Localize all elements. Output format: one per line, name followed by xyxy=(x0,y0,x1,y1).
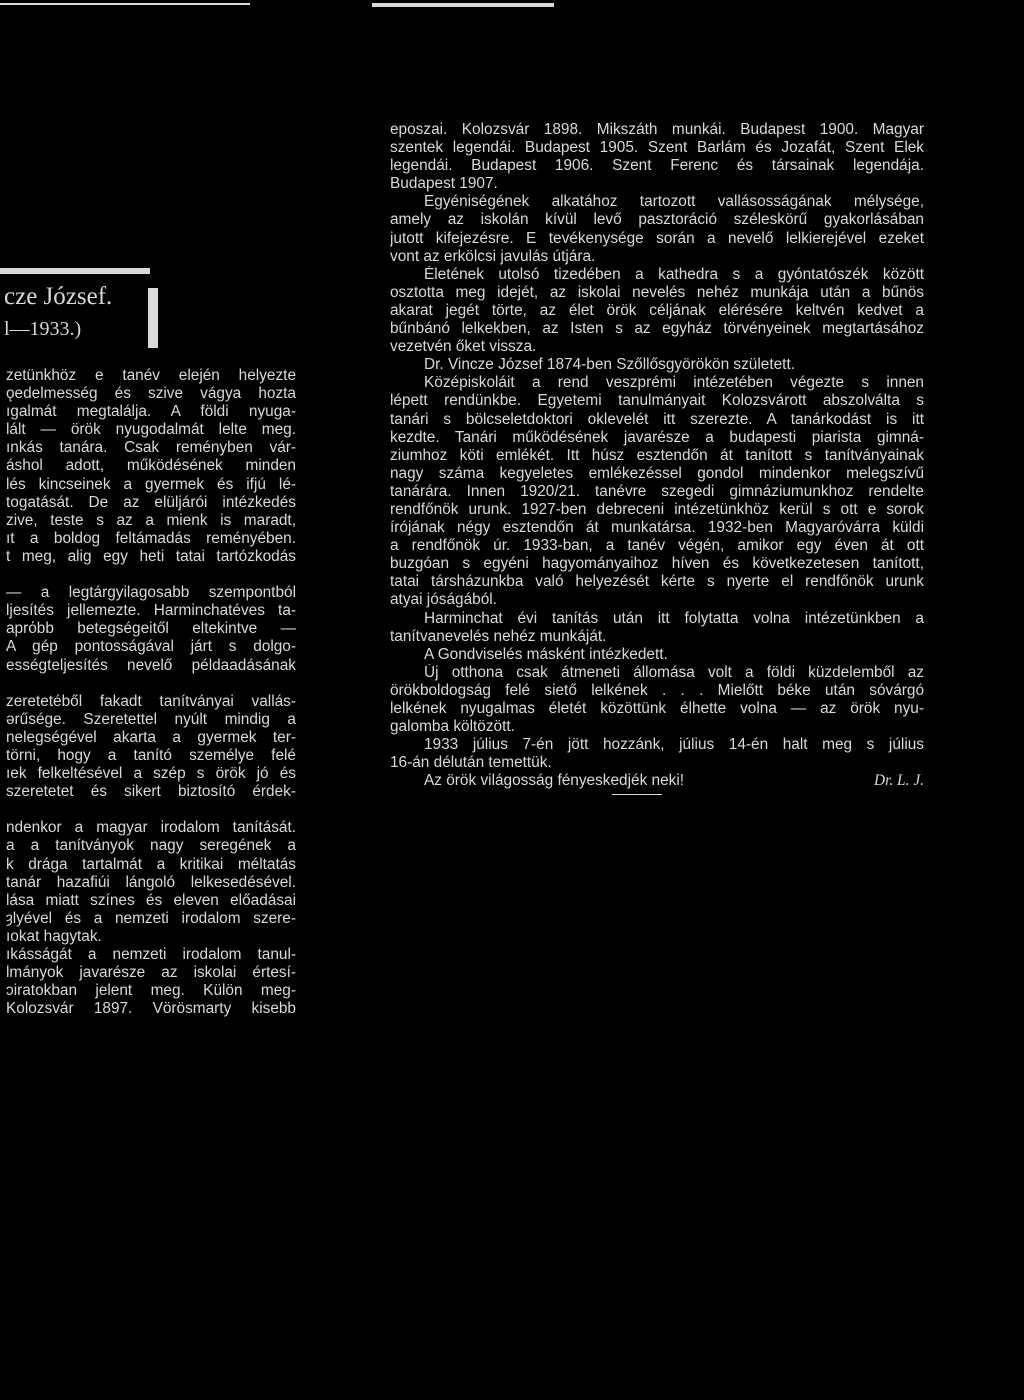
text-line: zetünkhöz e tanév elején helyezte xyxy=(6,367,296,384)
text-line: A Gondviselés másként intézkedett. xyxy=(424,645,668,663)
text-line: Budapest 1907. xyxy=(390,175,498,193)
text-line: ességteljesítés nevelő példaadásának xyxy=(6,656,296,674)
text-line: lált — örök nyugodalmát lelte meg. xyxy=(6,421,296,439)
text-line: tanár hazafiúi lángoló lelkesedésével. xyxy=(6,873,296,891)
text-line: lépett rendünkbe. Egyetemi tanulmányait Kolozsvárott abszolválta s xyxy=(390,392,924,410)
text-line: Harminchat évi tanítás után itt folytatta volna intézetünkben a xyxy=(424,609,924,627)
text-line: ǫedelmesség és szive vágya hozta xyxy=(6,385,296,403)
top-rule-left xyxy=(0,3,250,5)
text-line: 1933 július 7-én jött hozzánk, július 14-én halt meg s július xyxy=(424,736,924,754)
text-line: lása miatt színes és eleven előadásai xyxy=(6,891,296,909)
text-line: tanítvanevelés nehéz munkáját. xyxy=(390,627,607,645)
text-line: A gép pontosságával járt s dolgo- xyxy=(6,638,296,656)
text-line: lelkének nyugalmas életét közöttünk élhette volna — az örök nyu- xyxy=(390,700,924,717)
text-line: Középiskoláit a rend veszprémi intézetében végezte s innen xyxy=(424,374,924,392)
text-line: nelegségével akarta a gyermek ter- xyxy=(6,728,296,746)
text-line: t meg, alig egy heti tatai tartózkodás xyxy=(6,547,296,565)
text-line: örökboldogság felé siető lelkének . . . Mielőtt béke után sóvárgó xyxy=(390,681,924,699)
text-line: Dr. Vincze József 1874-ben Szőllősgyörökön született. xyxy=(424,356,796,374)
closing-rule xyxy=(612,794,662,795)
text-line: k drága tartalmát a kritikai méltatás xyxy=(6,855,296,873)
text-line: ıt a boldog feltámadás reményében. xyxy=(6,529,296,547)
text-line: ziumhoz köti emlékét. Itt húsz esztendőn át tanított s tanítványainak xyxy=(390,446,924,464)
text-line: Egyéniségének alkatához tartozott vallásosságának mélysége, xyxy=(424,193,924,211)
text-line: a a tanítványok nagy seregének a xyxy=(6,837,296,855)
text-line: kezdte. Tanári működésének javarésze a budapesti piarista gimná- xyxy=(390,428,924,446)
text-line: ərűsége. Szeretettel nyúlt mindig a xyxy=(6,710,296,728)
text-line: zeretetéből fakadt tanítványai vallás- xyxy=(6,692,296,710)
text-line: Kolozsvár 1897. Vörösmarty kisebb xyxy=(6,1000,296,1018)
text-line: vont az erkölcsi javulás útjára. xyxy=(390,247,596,265)
text-line: buzgóan s egyéni hagyományaihoz híven és következetesen tanított, xyxy=(390,555,924,573)
text-line: ljesítés jellemezte. Harminchatéves ta- xyxy=(6,602,296,620)
text-line: szeretetet és sikert biztosító érdek- xyxy=(6,783,296,801)
text-line: amely az iskolán kívül levő pasztoráció széleskörű gyakorlásában xyxy=(390,211,924,229)
text-line: vezetvén őket vissza. xyxy=(390,338,537,356)
text-line: atyai jóságából. xyxy=(390,591,497,609)
text-line: galomba költözött. xyxy=(390,718,515,736)
obituary-years: l—1933.) xyxy=(4,318,82,340)
text-line: akarat jegét törte, az élet örök céljának elérésére keltvén kedvet a xyxy=(390,301,924,319)
text-line: tatai társházunkba való helyezését kérte s nyerte el rendfőnök urunk xyxy=(390,573,924,591)
top-rule-right xyxy=(372,3,554,7)
text-line: togatását. De az elüljárói intézkedés xyxy=(6,493,296,511)
text-line: osztotta meg idejét, az iskolai nevelés nehéz munkája után a bűnös xyxy=(390,283,924,301)
text-line: nagy száma kegyeletes emlékezéssel gondol mindenkor melegszívű xyxy=(390,464,924,482)
text-line: törni, hogy a tanító személye felé xyxy=(6,746,296,764)
text-line: ɔiratokban jelent meg. Külön meg- xyxy=(6,982,296,1000)
text-line: — a legtárgyilagosabb szempontból xyxy=(6,584,296,602)
text-line: szentek legendái. Budapest 1905. Szent Barlám és Jozafát, Szent Elek xyxy=(390,139,924,157)
text-line: legendái. Budapest 1906. Szent Ferenc és társainak legendája. xyxy=(390,157,924,175)
text-line: lés kincseinek a gyermek és ifjú lé- xyxy=(6,475,296,493)
text-line: ınkás tanára. Csak reményben vár- xyxy=(6,439,296,457)
text-line: ıgalmát megtalálja. A földi nyuga- xyxy=(6,403,296,421)
header-rule xyxy=(0,268,150,274)
text-line: ndenkor a magyar irodalom tanítását. xyxy=(6,819,296,837)
obituary-title: cze József. xyxy=(4,283,113,310)
text-line: rendfőnök urunk. 1927-ben debreceni intézetünkhöz kerül s ott e sorok xyxy=(390,500,924,518)
text-line: eposzai. Kolozsvár 1898. Mikszáth munkái. Budapest 1900. Magyar xyxy=(390,121,924,138)
text-line: lmányok javarésze az iskolai értesí- xyxy=(6,964,296,982)
text-line: írójának négy esztendőn át munkatársa. 1932-ben Magyaróvárra küldi xyxy=(390,519,924,537)
text-line: tanári s bölcseletdoktori oklevelét itt szerezte. A tanárkodást is itt xyxy=(390,410,924,428)
text-line: ıkásságát a nemzeti irodalom tanul- xyxy=(6,946,296,963)
right-column xyxy=(390,121,924,790)
closing-prayer: Az örök világosság fényeskedjék neki! xyxy=(424,772,685,790)
header-frame-bar xyxy=(148,288,158,348)
text-line: ıokat hagytak. xyxy=(6,927,102,945)
text-line: tanárára. Innen 1920/21. tanévre szegedi gimnáziumunkhoz rendelte xyxy=(390,482,924,500)
author-signature: Dr. L. J. xyxy=(873,772,924,790)
left-column xyxy=(6,367,296,1018)
closing-line xyxy=(390,772,924,790)
text-line: Új otthona csak átmeneti állomása volt a földi küzdelemből az xyxy=(424,663,924,681)
text-line: aprόbb betegségeitől eltekintve — xyxy=(6,620,296,638)
text-line: jutott kifejezésre. E tevékenysége során a nevelő lelkierejével ezeket xyxy=(390,229,924,247)
text-line: ıek felkeltésével a szép s örök jó és xyxy=(6,765,296,783)
text-line: Életének utolsó tizedében a kathedra s a gyóntatószék között xyxy=(424,265,924,283)
text-line: bűnbánó lelkekben, az Isten s az egyház törvényeinek megtartásához xyxy=(390,320,924,338)
text-line: a rendfőnök úr. 1933-ban, a tanév végén, amikor egy éven át ott xyxy=(390,537,924,555)
text-line: 16-án délután temettük. xyxy=(390,754,552,772)
text-line: ȝlyével és a nemzeti irodalom szere- xyxy=(6,909,296,927)
text-line: zive, teste s az a mienk is maradt, xyxy=(6,511,296,529)
text-line: áshol adott, működésének minden xyxy=(6,457,296,475)
